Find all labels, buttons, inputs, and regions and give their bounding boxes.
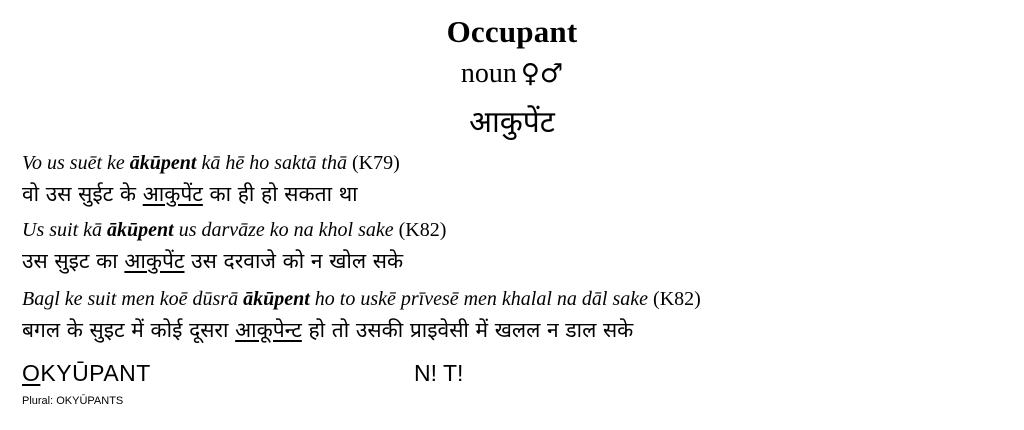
part-of-speech: noun bbox=[460, 58, 517, 89]
example-1-romanized bbox=[22, 152, 400, 175]
example-1-devanagari bbox=[22, 180, 358, 208]
pronunciation-code: N! T! bbox=[414, 360, 464, 386]
headword: Occupant bbox=[446, 14, 578, 49]
example-deva-text: हो तो उसकी प्राइवेसी में खलल न डाल सके bbox=[301, 318, 634, 342]
example-deva-keyword: आकुपेंट bbox=[142, 182, 203, 206]
devanagari-headword: आकुपेंट bbox=[469, 105, 555, 140]
example-reference: (K82) bbox=[393, 219, 447, 241]
example-deva-text: बगल के सुइट में कोई दूसरा bbox=[22, 318, 236, 342]
example-deva-text: का ही हो सकता था bbox=[202, 182, 358, 206]
example-3-devanagari bbox=[22, 316, 633, 344]
example-3-romanized bbox=[22, 288, 701, 311]
example-2-devanagari bbox=[22, 247, 403, 275]
example-roman-text: Bagl ke suit men koē dūsrā bbox=[22, 288, 244, 310]
example-roman-text: Vo us suēt ke bbox=[22, 152, 130, 174]
gender-symbols: ♀♂ bbox=[520, 59, 564, 89]
example-roman-keyword: ākūpent bbox=[107, 219, 174, 241]
pronunciation bbox=[22, 360, 151, 387]
example-reference: (K79) bbox=[346, 152, 400, 174]
example-deva-text: वो उस सुईट के bbox=[22, 182, 143, 206]
part-of-speech-line bbox=[0, 58, 1024, 90]
example-roman-keyword: ākūpent bbox=[243, 288, 310, 310]
plural-form: Plural: OKYŪPANTS bbox=[22, 395, 124, 407]
example-roman-text: us darvāze ko na khol sake bbox=[173, 219, 394, 241]
example-roman-text: kā hē ho saktā thā bbox=[196, 152, 347, 174]
example-deva-keyword: आकुपेंट bbox=[124, 249, 185, 273]
example-deva-text: उस सुइट का bbox=[22, 249, 125, 273]
example-reference: (K82) bbox=[648, 288, 701, 310]
example-deva-text: उस दरवाजे को न खोल सके bbox=[184, 249, 404, 273]
example-2-romanized bbox=[22, 219, 446, 242]
pronunciation-stressed-letter: O bbox=[22, 360, 41, 386]
example-deva-keyword: आकूपेन्ट bbox=[235, 318, 302, 342]
example-roman-text: ho to uskē prīvesē men khalal na dāl sake bbox=[309, 288, 649, 310]
example-roman-keyword: ākūpent bbox=[129, 152, 197, 174]
pronunciation-rest: KYŪPANT bbox=[40, 360, 151, 386]
example-roman-text: Us suit kā bbox=[22, 219, 107, 241]
